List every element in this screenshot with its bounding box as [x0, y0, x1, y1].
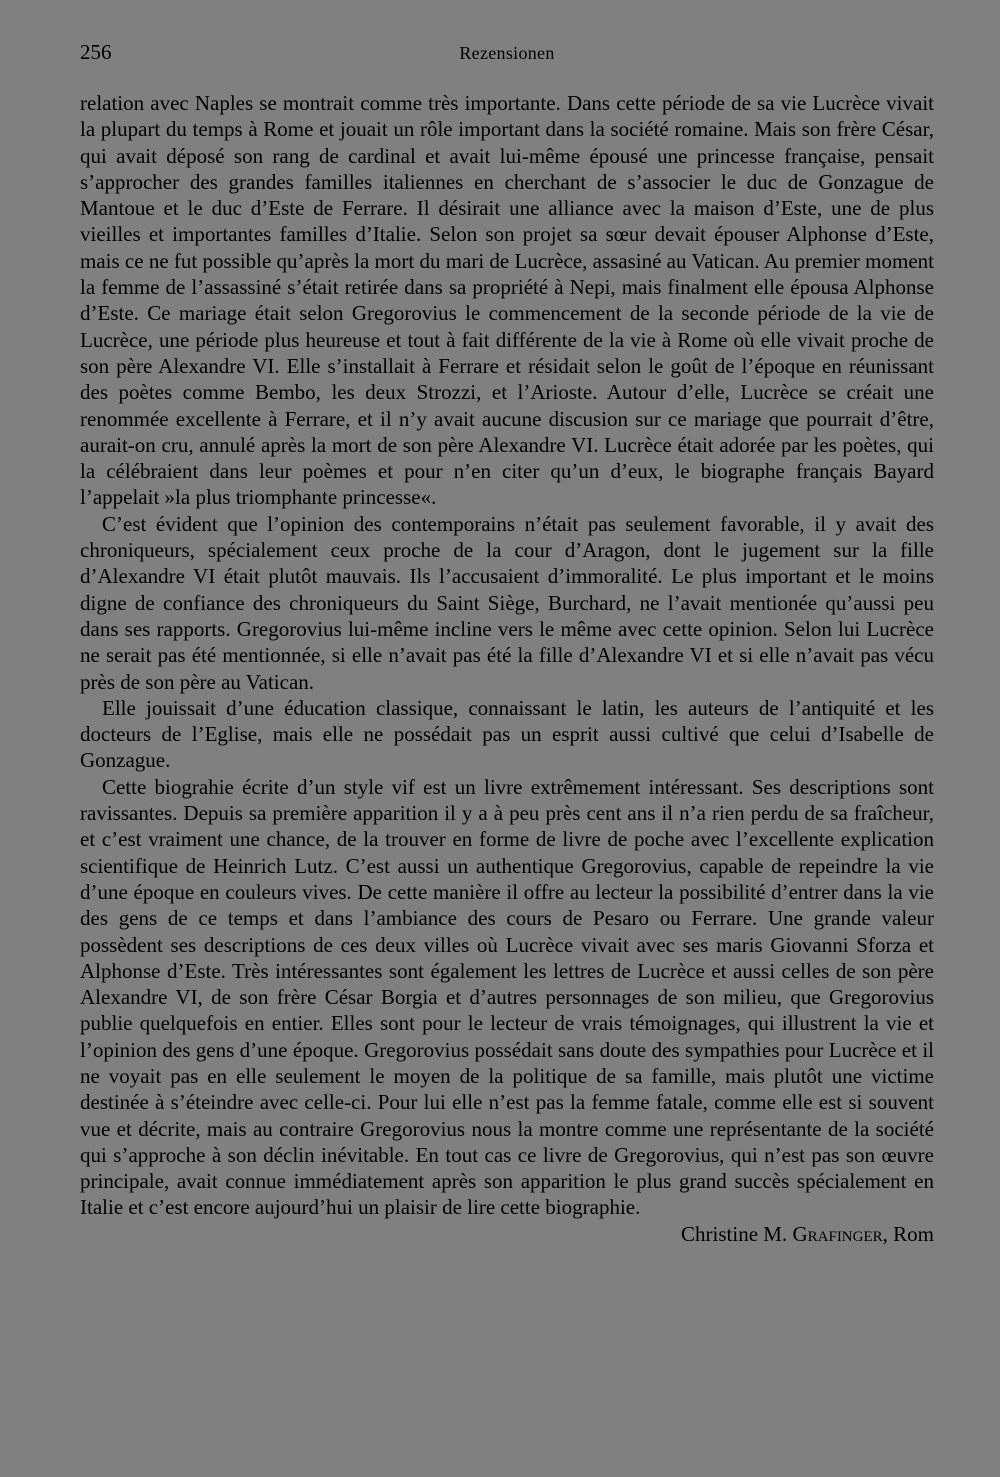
reviewer-signature: Christine M. Grafinger, Rom: [681, 1221, 934, 1246]
page-number: 256: [80, 40, 112, 64]
review-body: [80, 90, 934, 1221]
section-title: Rezensionen: [459, 43, 555, 63]
reviewer-given-name: Christine M.: [681, 1221, 788, 1246]
reviewer-surname: Grafinger: [792, 1221, 883, 1246]
running-head: [80, 40, 934, 70]
reviewer-place: Rom: [893, 1221, 934, 1246]
paragraph-4: Cette biograhie écrite d’un style vif est un livre extrêmement intéressant. Ses descriptions sont ravissantes. Depuis sa première apparition il y a à peu près cent ans il n’a rien perdu de sa fraîcheur, et c’est vraiment une chance, de la trouver en forme de livre de poche avec l’excellente explication scientifique de Heinrich Lutz. C’est aussi un authentique Gregorovius, capable de repeindre la vie d’une époque en couleurs vives. De cette manière il offre au lecteur la possibilité d’entrer dans la vie des gens de ce temps et dans l’ambiance des cours de Pesaro ou Ferrare. Une grande valeur possèdent ses descriptions de ces deux villes où Lucrèce vivait avec ses maris Giovanni Sforza et Alphonse d’Este. Très intéressantes sont également les lettres de Lucrèce et aussi celles de son père Alexandre VI, de son frère César Borgia et d’autres personnages de son milieu, que Gregorovius publie quelquefois en entier. Elles sont pour le lecteur de vrais témoignages, qui illustrent la vie et l’opinion des gens d’une époque. Gregorovius possédait sans doute des sympathies pour Lucrèce et il ne voyait pas en elle seulement le moyen de la politique de sa famille, mais plutôt une victime destinée à s’éteindre avec celle-ci. Pour lui elle n’est pas la femme fatale, comme elle est si souvent vue et décrite, mais au contraire Gregorovius nous la montre comme une représentante de la société qui s’approche à son déclin inévitable. En tout cas ce livre de Gregorovius, qui n’est pas son œuvre principale, avait connue immédiatement après son apparition le plus grand succès spécialement en Italie et c’est encore aujourd’hui un plaisir de lire cette biographie.: [80, 774, 934, 1220]
page: [80, 40, 934, 1247]
paragraph-2: C’est évident que l’opinion des contemporains n’était pas seulement favorable, il y avait des chroniqueurs, spécialement ceux proche de la cour d’Aragon, dont le jugement sur la fille d’Alexandre VI était plutôt mauvais. Ils l’accusaient d’immoralité. Le plus important et le moins digne de confiance des chroniqueurs du Saint Siège, Burchard, ne l’avait mentionée qu’aussi peu dans ses rapports. Gregorovius lui-même incline vers le même avec cette opinion. Selon lui Lucrèce ne serait pas été mentionnée, si elle n’avait pas été la fille d’Alexandre VI et si elle n’avait pas vécu près de son père au Vatican.: [80, 511, 934, 694]
paragraph-1: relation avec Naples se montrait comme très importante. Dans cette période de sa vie Lucrèce vivait la plupart du temps à Rome et jouait un rôle important dans la société romaine. Mais son frère César, qui avait déposé son rang de cardinal et avait lui-même épousé une princesse française, pensait s’approcher des grandes familles italiennes en cherchant de s’associer le duc de Gonzague de Mantoue et le duc d’Este de Ferrare. Il désirait une alliance avec la maison d’Este, une de plus vieilles et importantes familles d’Italie. Selon son projet sa sœur devait épouser Alphonse d’Este, mais ce ne fut possible qu’après la mort du mari de Lucrèce, assasiné au Vatican. Au premier moment la femme de l’assassiné s’était retirée dans sa propriété à Nepi, mais finalment elle épousa Alphonse d’Este. Ce mariage était selon Gregorovius le commencement de la seconde période de la vie de Lucrèce, une période plus heureuse et tout à fait différente de la vie à Rome où elle vivait proche de son père Alexandre VI. Elle s’installait à Ferrare et résidait selon le goût de l’époque en réunissant des poètes comme Bembo, les deux Strozzi, et l’Arioste. Autour d’elle, Lucrèce se créait une renommée excellente à Ferrare, et il n’y avait aucune discusion sur ce mariage que pourrait d’être, aurait-on cru, annulé après la mort de son père Alexandre VI. Lucrèce était adorée par les poètes, qui la célébraient dans leur poèmes et pour n’en citer qu’un d’eux, le biographe français Bayard l’appelait »la plus triomphante princesse«.: [80, 91, 934, 510]
paragraph-3: Elle jouissait d’une éducation classique, connaissant le latin, les auteurs de l’antiquité et les docteurs de l’Eglise, mais elle ne possédait pas un esprit aussi cultivé que celui d’Isabelle de Gonzague.: [80, 695, 934, 773]
